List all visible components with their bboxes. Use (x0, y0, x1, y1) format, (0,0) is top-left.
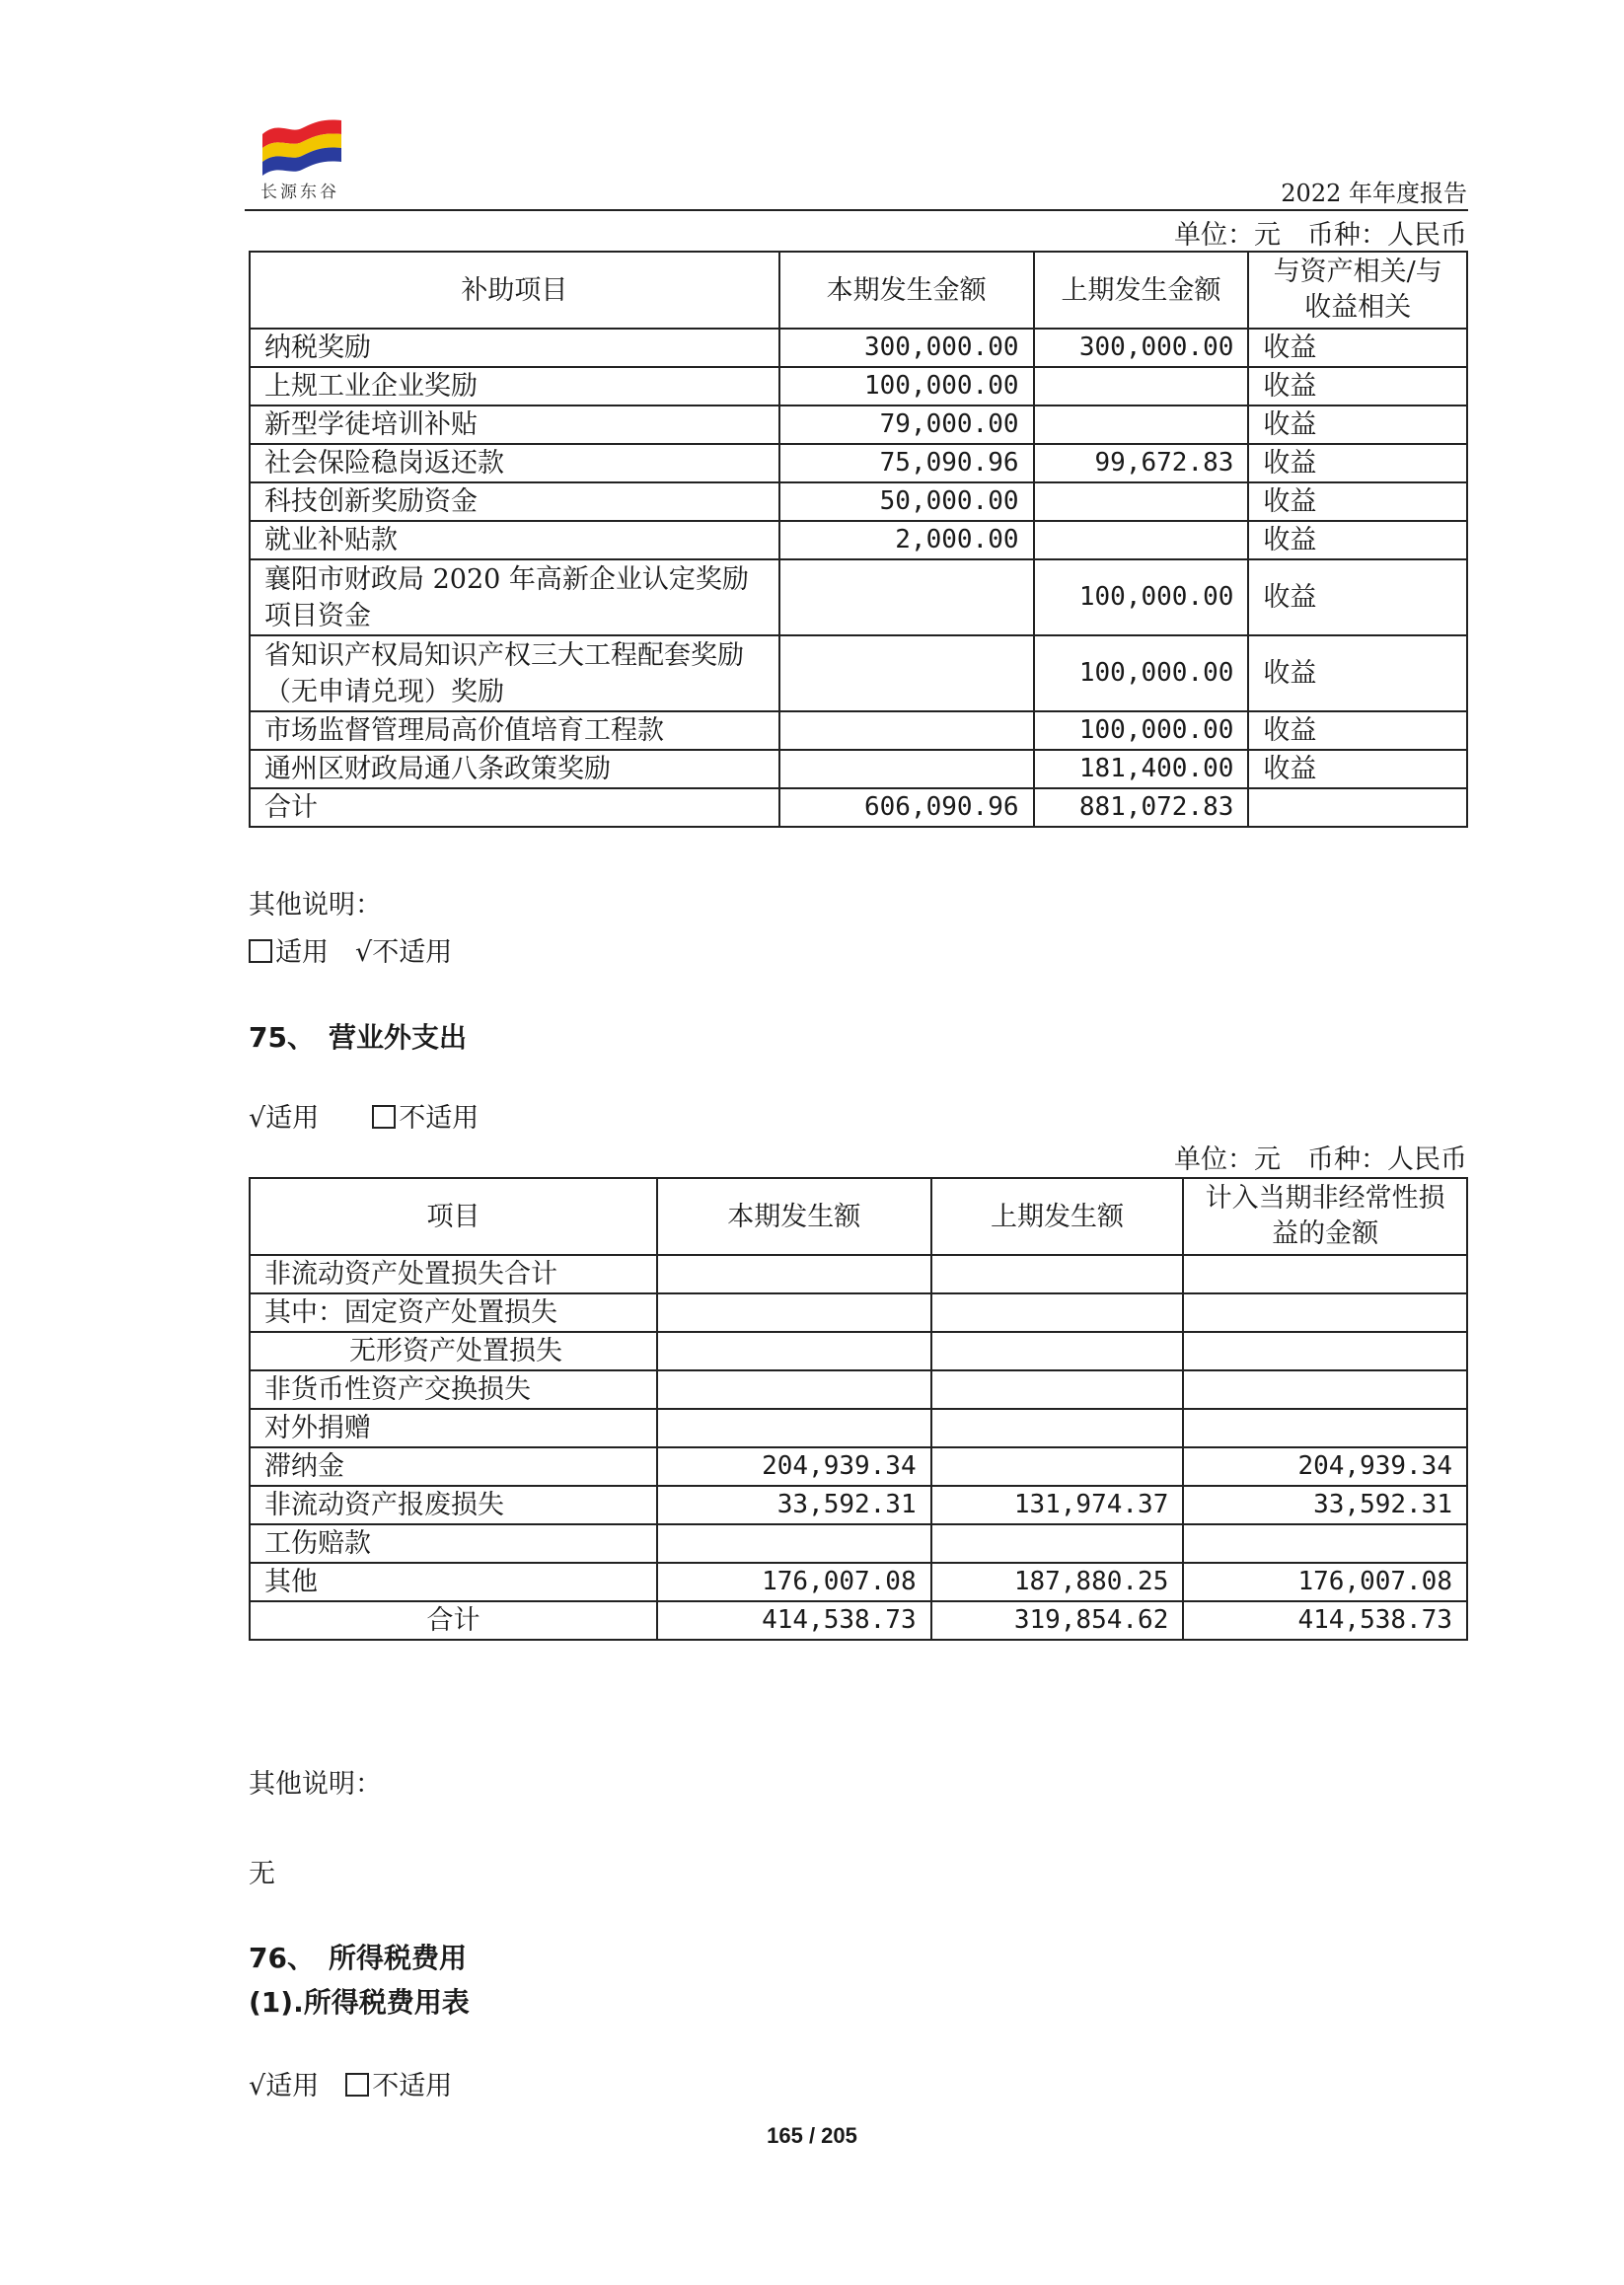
cell: 100,000.00 (1034, 711, 1249, 750)
cell: 300,000.00 (779, 329, 1034, 367)
table1-unit: 单位：元 币种：人民币 (1174, 220, 1467, 251)
cell (657, 1524, 931, 1563)
cell: 对外捐赠 (250, 1409, 657, 1447)
other-notes-label: 其他说明： (249, 890, 382, 921)
cell (779, 750, 1034, 788)
cell (657, 1409, 931, 1447)
cell (931, 1447, 1184, 1486)
table-row (250, 521, 1467, 559)
cell: 其他 (250, 1563, 657, 1601)
cell: 市场监督管理局高价值培育工程款 (250, 711, 779, 750)
cell: 414,538.73 (657, 1601, 931, 1640)
cell: 176,007.08 (1183, 1563, 1467, 1601)
cell (1034, 521, 1249, 559)
cell (779, 635, 1034, 711)
table-row (250, 1370, 1467, 1409)
cell (657, 1332, 931, 1370)
table-header-row (250, 1178, 1467, 1255)
cell: 工伤赔款 (250, 1524, 657, 1563)
checkbox-icon (345, 2073, 369, 2097)
table-row (250, 1255, 1467, 1293)
applicable-label: 适用 (265, 2071, 320, 2101)
table2-unit: 单位：元 币种：人民币 (1174, 1144, 1467, 1175)
applicable-label: 适用 (265, 1103, 320, 1134)
cell (1183, 1370, 1467, 1409)
cell: 收益 (1248, 559, 1467, 635)
header-divider (245, 209, 1468, 211)
cell: 2,000.00 (779, 521, 1034, 559)
not-applicable-label: 不适用 (399, 1103, 480, 1134)
section-heading: 76、 所得税费用 (249, 1942, 467, 1974)
cell: 非货币性资产交换损失 (250, 1370, 657, 1409)
cell: 科技创新奖励资金 (250, 482, 779, 521)
table-total-row (250, 788, 1467, 827)
cell: 176,007.08 (657, 1563, 931, 1601)
cell (779, 559, 1034, 635)
cell (931, 1332, 1184, 1370)
checkmark-icon: √ (355, 937, 373, 968)
table-header-row (250, 252, 1467, 329)
column-header: 上期发生金额 (1034, 252, 1249, 329)
cell: 187,880.25 (931, 1563, 1184, 1601)
not-applicable-label: 不适用 (372, 937, 453, 968)
cell: 100,000.00 (779, 367, 1034, 405)
page-number: 165 / 205 (767, 2123, 857, 2148)
table-row (250, 482, 1467, 521)
applicability-line (249, 930, 452, 969)
column-header: 上期发生额 (931, 1178, 1184, 1255)
cell: 33,592.31 (1183, 1486, 1467, 1524)
table-row (250, 367, 1467, 405)
cell: 75,090.96 (779, 444, 1034, 482)
table-row (250, 1486, 1467, 1524)
cell: 省知识产权局知识产权三大工程配套奖励（无申请兑现）奖励 (250, 635, 779, 711)
cell: 上规工业企业奖励 (250, 367, 779, 405)
cell (1034, 482, 1249, 521)
column-header: 本期发生金额 (779, 252, 1034, 329)
subsidy-table (249, 251, 1468, 828)
cell (657, 1255, 931, 1293)
table-row (250, 559, 1467, 635)
table-row (250, 1409, 1467, 1447)
cell (931, 1524, 1184, 1563)
cell (1183, 1524, 1467, 1563)
cell: 收益 (1248, 521, 1467, 559)
cell: 收益 (1248, 750, 1467, 788)
cell: 100,000.00 (1034, 635, 1249, 711)
cell: 合计 (250, 788, 779, 827)
cell: 99,672.83 (1034, 444, 1249, 482)
cell: 181,400.00 (1034, 750, 1249, 788)
cell: 收益 (1248, 711, 1467, 750)
cell: 204,939.34 (1183, 1447, 1467, 1486)
cell (931, 1293, 1184, 1332)
checkmark-icon: √ (249, 1103, 266, 1134)
cell (1248, 788, 1467, 827)
cell: 收益 (1248, 329, 1467, 367)
column-header: 与资产相关/与收益相关 (1248, 252, 1467, 329)
cell: 收益 (1248, 367, 1467, 405)
logo-text: 长源东谷 (260, 183, 339, 202)
applicable-label: 适用 (275, 937, 329, 968)
cell: 50,000.00 (779, 482, 1034, 521)
other-notes-value: 无 (249, 1859, 275, 1889)
column-header: 补助项目 (250, 252, 779, 329)
cell: 300,000.00 (1034, 329, 1249, 367)
cell: 其中：固定资产处置损失 (250, 1293, 657, 1332)
report-title: 2022 年年度报告 (1281, 180, 1467, 207)
checkmark-icon: √ (249, 2071, 266, 2101)
checkbox-icon (372, 1105, 396, 1129)
cell: 襄阳市财政局 2020 年高新企业认定奖励项目资金 (250, 559, 779, 635)
cell: 881,072.83 (1034, 788, 1249, 827)
table-row (250, 1563, 1467, 1601)
cell: 100,000.00 (1034, 559, 1249, 635)
cell: 收益 (1248, 482, 1467, 521)
table-total-row (250, 1601, 1467, 1640)
cell: 414,538.73 (1183, 1601, 1467, 1640)
table-row (250, 405, 1467, 444)
cell: 33,592.31 (657, 1486, 931, 1524)
cell: 204,939.34 (657, 1447, 931, 1486)
column-header: 计入当期非经常性损益的金额 (1183, 1178, 1467, 1255)
cell (1183, 1255, 1467, 1293)
cell: 合计 (250, 1601, 657, 1640)
applicability-line (249, 2064, 452, 2102)
cell (1183, 1409, 1467, 1447)
cell (657, 1293, 931, 1332)
non-operating-expense-table (249, 1177, 1468, 1641)
cell (1183, 1332, 1467, 1370)
table-row (250, 750, 1467, 788)
subsection-heading: (1).所得税费用表 (249, 1986, 470, 2019)
cell: 收益 (1248, 635, 1467, 711)
table-row (250, 711, 1467, 750)
cell: 纳税奖励 (250, 329, 779, 367)
cell: 社会保险稳岗返还款 (250, 444, 779, 482)
table-row (250, 1447, 1467, 1486)
cell: 79,000.00 (779, 405, 1034, 444)
other-notes-label: 其他说明： (249, 1769, 382, 1800)
table-row (250, 635, 1467, 711)
cell (931, 1370, 1184, 1409)
applicability-line (249, 1096, 479, 1135)
cell (1034, 405, 1249, 444)
table-row (250, 1293, 1467, 1332)
cell: 319,854.62 (931, 1601, 1184, 1640)
cell: 无形资产处置损失 (250, 1332, 657, 1370)
cell: 新型学徒培训补贴 (250, 405, 779, 444)
table-row (250, 444, 1467, 482)
cell (931, 1409, 1184, 1447)
cell: 非流动资产报废损失 (250, 1486, 657, 1524)
cell (657, 1370, 931, 1409)
cell (779, 711, 1034, 750)
cell (1034, 367, 1249, 405)
section-heading: 75、 营业外支出 (249, 1021, 467, 1054)
table-row (250, 329, 1467, 367)
cell: 通州区财政局通八条政策奖励 (250, 750, 779, 788)
cell: 收益 (1248, 444, 1467, 482)
cell (931, 1255, 1184, 1293)
cell: 606,090.96 (779, 788, 1034, 827)
column-header: 项目 (250, 1178, 657, 1255)
checkbox-icon (249, 939, 272, 963)
cell: 131,974.37 (931, 1486, 1184, 1524)
cell (1183, 1293, 1467, 1332)
cell: 收益 (1248, 405, 1467, 444)
column-header: 本期发生额 (657, 1178, 931, 1255)
table-row (250, 1524, 1467, 1563)
cell: 就业补贴款 (250, 521, 779, 559)
cell: 非流动资产处置损失合计 (250, 1255, 657, 1293)
cell: 滞纳金 (250, 1447, 657, 1486)
table-row (250, 1332, 1467, 1370)
not-applicable-label: 不适用 (372, 2071, 453, 2101)
